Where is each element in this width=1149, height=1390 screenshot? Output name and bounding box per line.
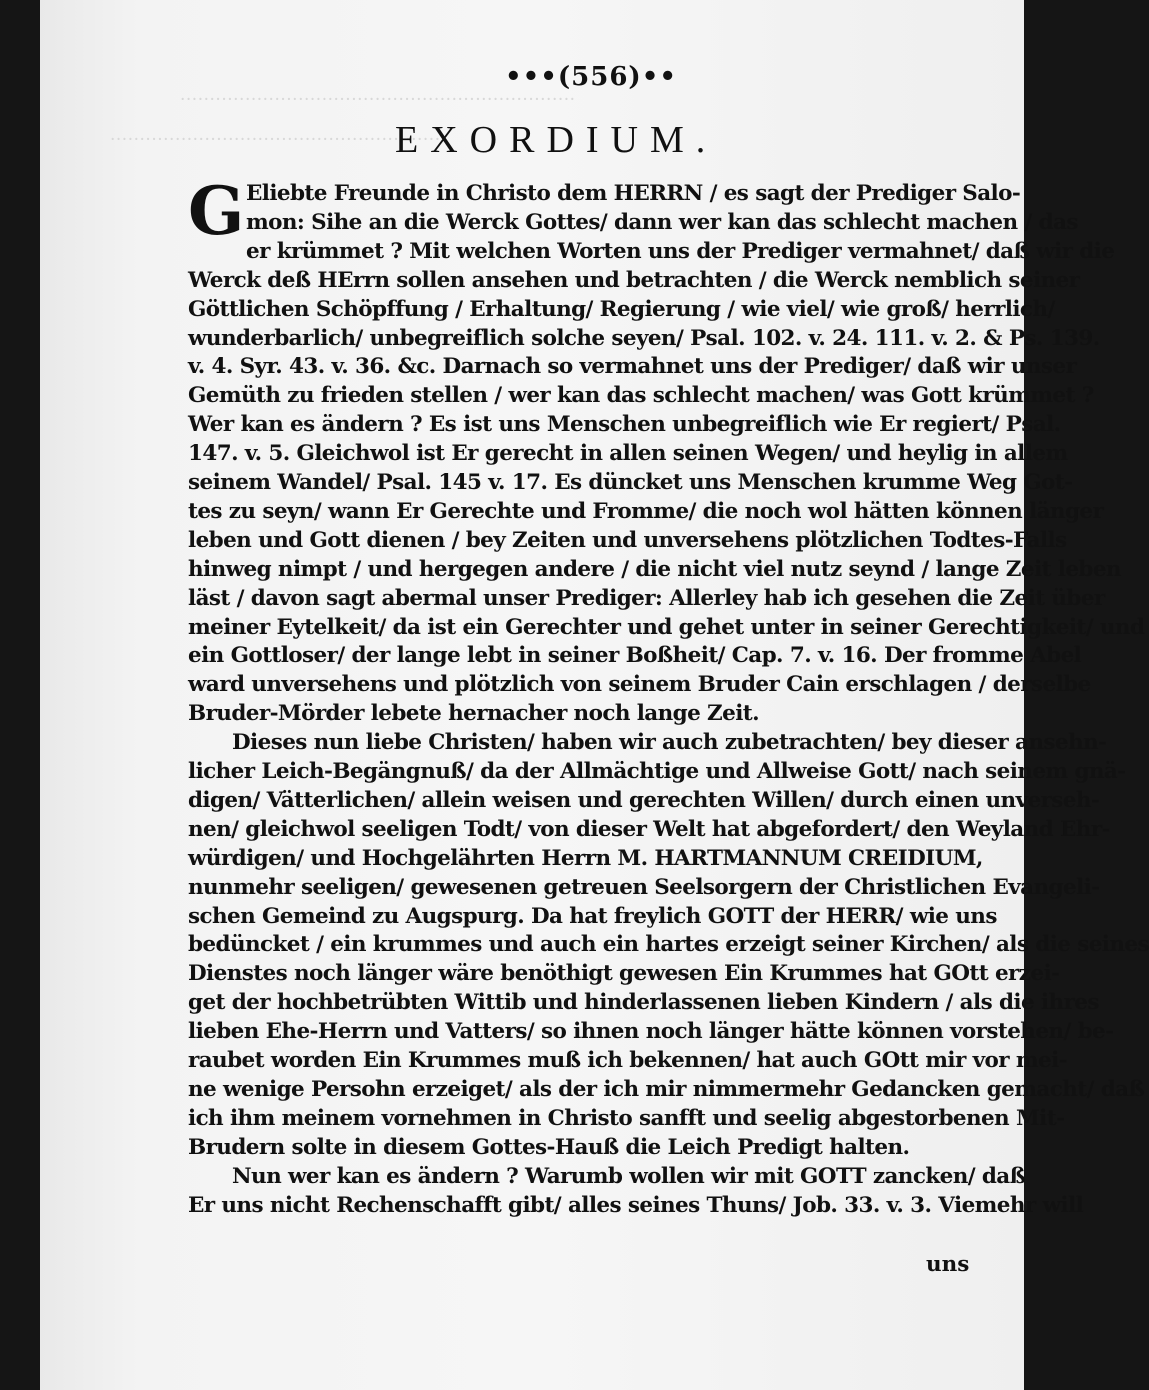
text-line: läst / davon sagt abermal unser Prediger: Allerley hab ich gesehen die Zeit über (188, 585, 1105, 611)
text-line: schen Gemeind zu Augspurg. Da hat freylich GOTT der HERR/ wie uns (188, 903, 997, 929)
text-line: lieben Ehe-Herrn und Vatters/ so ihnen noch länger hätte können vorstehen/ be- (188, 1019, 1114, 1045)
drop-cap: G (188, 172, 245, 250)
text-line: licher Leich-Begängnuß/ da der Allmächtige und Allweise Gott/ nach seinem gnä- (188, 759, 1126, 784)
show-through-text: ··································································· (180, 90, 576, 110)
text-line: leben und Gott dienen / bey Zeiten und unversehens plötzlichen Todtes-Falls (188, 527, 1067, 553)
text-line: mon: Sihe an die Werck Gottes/ dann wer kan das schlecht machen / das (246, 209, 1078, 235)
text-line: würdigen/ und Hochgelährten Herrn M. HARTMANNUM CREIDIUM, (188, 845, 983, 871)
text-line: Gemüth zu frieden stellen / wer kan das schlecht machen/ was Gott krümmet ? (188, 383, 1094, 409)
text-line: 147. v. 5. Gleichwol ist Er gerecht in allen seinen Wegen/ und heylig in allem (188, 441, 1068, 467)
text-line: ward unversehens und plötzlich von seinem Bruder Cain erschlagen / derselbe (188, 672, 1091, 698)
text-line: Bruder-Mörder lebete hernacher noch lange Zeit. (188, 701, 760, 727)
text-line: ich ihm meinem vornehmen in Christo sanfft und seelig abgestorbenen Mit- (188, 1105, 1065, 1131)
text-line: hinweg nimpt / und hergegen andere / die nicht viel nutz seynd / lange Zeit leben (188, 556, 1121, 582)
text-line: wunderbarlich/ unbegreiflich solche seyen/ Psal. 102. v. 24. 111. v. 2. & Ps. 139. (188, 325, 1100, 351)
text-line: digen/ Vätterlichen/ allein weisen und gerechten Willen/ durch einen unverseh- (188, 787, 1100, 813)
text-line: er krümmet ? Mit welchen Worten uns der Prediger vermahnet/ daß wir die (246, 238, 1115, 264)
text-line: Brudern solte in diesem Gottes-Hauß die Leich Predigt halten. (188, 1134, 910, 1160)
text-line: tes zu seyn/ wann Er Gerechte und Fromme/ die noch wol hätten können länger (188, 498, 1104, 524)
page-heading: EXORDIUM. (395, 119, 718, 161)
text-line: Nun wer kan es ändern ? Warumb wollen wir mit GOTT zancken/ daß (232, 1163, 1026, 1189)
text-line: get der hochbetrübten Wittib und hinderlassenen lieben Kindern / als die ihres (188, 990, 1099, 1016)
text-line: raubet worden Ein Krummes muß ich bekennen/ hat auch GOtt mir vor mei- (188, 1048, 1067, 1073)
text-line: Er uns nicht Rechenschafft gibt/ alles seines Thuns/ Job. 33. v. 3. Viemehr will (188, 1192, 1084, 1218)
text-line: Dieses nun liebe Christen/ haben wir auch zubetrachten/ bey dieser ansehn- (232, 730, 1107, 756)
text-line: ein Gottloser/ der lange lebt in seiner Boßheit/ Cap. 7. v. 16. Der fromme Abel (188, 643, 1082, 669)
text-line: ne wenige Persohn erzeiget/ als der ich mir nimmermehr Gedancken gemacht/ daß (188, 1076, 1145, 1102)
text-line: Dienstes noch länger wäre benöthigt gewesen Ein Krummes hat GOtt erzei- (188, 961, 1060, 987)
text-line: Eliebte Freunde in Christo dem HERRN / es sagt der Prediger Salo- (246, 181, 1021, 206)
show-through-text: ························································· (110, 130, 447, 150)
page-number: •••(556)•• (505, 62, 677, 92)
text-line: bedüncket / ein krummes und auch ein hartes erzeigt seiner Kirchen/ als die seines (188, 932, 1149, 958)
text-line: nen/ gleichwol seeligen Todt/ von dieser Welt hat abgefordert/ den Weyland Ehr- (188, 816, 1110, 842)
text-line: seinem Wandel/ Psal. 145 v. 17. Es düncket uns Menschen krumme Weg Got- (188, 470, 1073, 495)
text-line: Göttlichen Schöpffung / Erhaltung/ Regierung / wie viel/ wie groß/ herrlich/ (188, 296, 1055, 322)
text-line: Wer kan es ändern ? Es ist uns Menschen unbegreiflich wie Er regiert/ Psal. (188, 412, 1061, 438)
text-line: nunmehr seeligen/ gewesenen getreuen Seelsorgern der Christlichen Evangeli- (188, 874, 1100, 900)
catchword: uns (926, 1252, 970, 1277)
text-line: Werck deß HErrn sollen ansehen und betrachten / die Werck nemblich seiner (188, 267, 1080, 293)
text-line: v. 4. Syr. 43. v. 36. &c. Darnach so vermahnet uns der Prediger/ daß wir unser (188, 354, 1077, 380)
text-line: meiner Eytelkeit/ da ist ein Gerechter und gehet unter in seiner Gerechtigkeit/ und (188, 614, 1145, 640)
